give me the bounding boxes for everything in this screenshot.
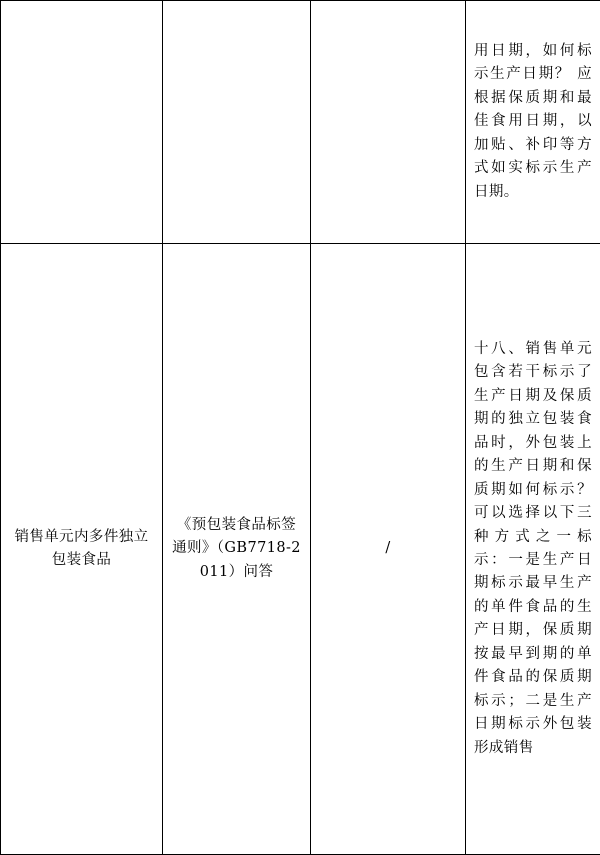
cell-slash [311,1,466,244]
cell-source: 《预包装食品标签通则》（GB7718-2011）问答 [163,244,311,855]
cell-source [163,1,311,244]
cell-slash: / [311,244,466,855]
cell-content: 十八、销售单元包含若干标示了生产日期及保质期的独立包装食品时，外包装上的生产日期和保质期如何标示？ 可以选择以下三种方式之一标示：一是生产日期标示最早生产的单件食品的生产日期，保质期按最早到期的单件食品的保质期标示；二是生产日期标示外包装形成销售 [466,244,600,855]
table-row [1,244,600,855]
cell-item-name: 销售单元内多件独立包装食品 [1,244,163,855]
cell-item-name [1,1,163,244]
cell-content: 用日期，如何标示生产日期？ 应根据保质期和最佳食用日期，以加贴、补印等方式如实标示生产日期。 [466,1,600,244]
table-row [1,1,600,244]
